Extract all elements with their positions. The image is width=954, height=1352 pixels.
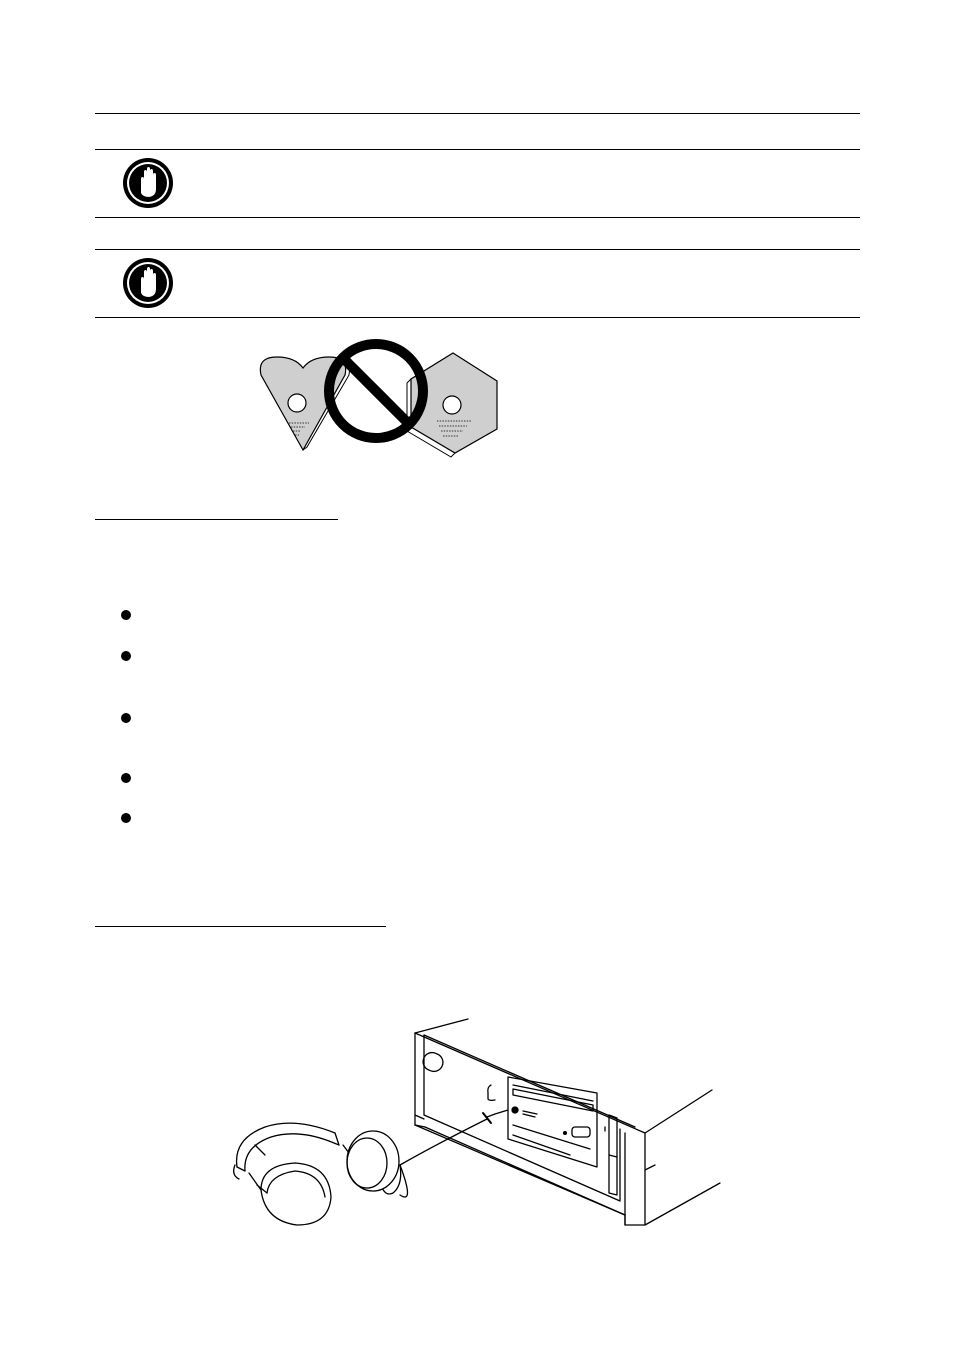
- list-item-bullet: [121, 610, 131, 620]
- headphone-connection-illustration: [225, 1015, 725, 1235]
- caution-1-top-rule: [95, 149, 860, 150]
- list-item-bullet: [121, 713, 131, 723]
- caution-1-bottom-rule: [95, 217, 860, 218]
- top-rule: [95, 113, 860, 114]
- headphones-icon: [234, 1123, 399, 1225]
- computer-cdrom-drive-icon: [415, 1019, 720, 1225]
- caution-2-top-rule: [95, 249, 860, 250]
- section-1-heading-underline: [95, 519, 338, 520]
- caution-2-bottom-rule: [95, 317, 860, 318]
- irregular-disc-illustration: [255, 335, 505, 460]
- prohibited-icon: [329, 344, 423, 438]
- list-item-bullet: [121, 813, 131, 823]
- section-2-heading-underline: [95, 926, 386, 927]
- list-item-bullet: [121, 651, 131, 661]
- list-item-bullet: [121, 773, 131, 783]
- caution-1-hand-stop-icon: [122, 157, 174, 209]
- caution-2-hand-stop-icon: [122, 257, 174, 309]
